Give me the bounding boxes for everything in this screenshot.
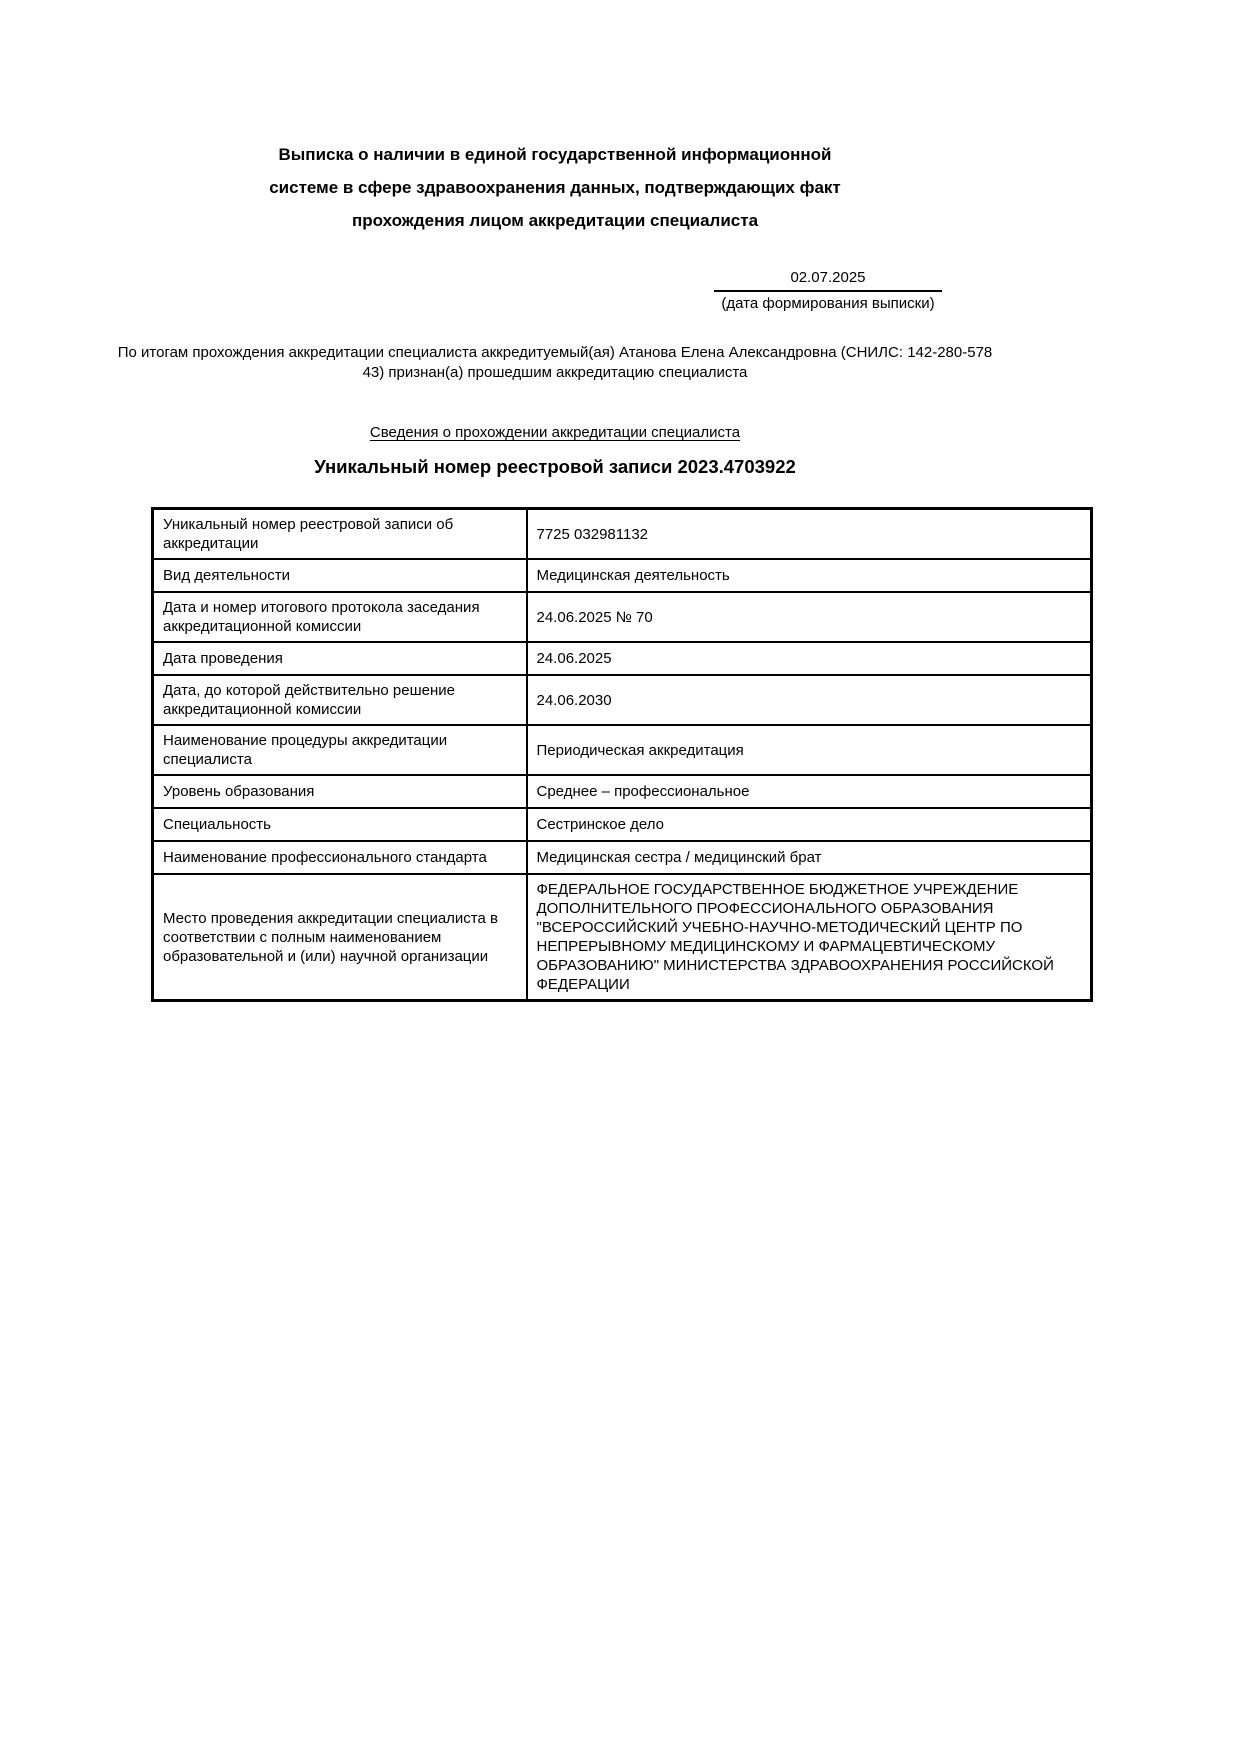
table-row [153, 775, 1092, 808]
table-row [153, 509, 1092, 560]
intro-line: 43) признан(а) прошедшим аккредитацию специалиста [362, 363, 748, 381]
table-row [153, 841, 1092, 874]
row-label: Вид деятельности [153, 559, 527, 592]
row-value: ФЕДЕРАЛЬНОЕ ГОСУДАРСТВЕННОЕ БЮДЖЕТНОЕ УЧРЕЖДЕНИЕ ДОПОЛНИТЕЛЬНОГО ПРОФЕССИОНАЛЬНОГО ОБРАЗОВАНИЯ "ВСЕРОССИЙСКИЙ УЧЕБНО-НАУЧНО-МЕТОДИЧЕСКИЙ ЦЕНТР ПО НЕПРЕРЫВНОМУ МЕДИЦИНСКОМУ И ФАРМАЦЕВТИЧЕСКОМУ ОБРАЗОВАНИЮ" МИНИСТЕРСТВА ЗДРАВООХРАНЕНИЯ РОССИЙСКОЙ ФЕДЕРАЦИИ [527, 874, 1092, 1001]
row-label: Специальность [153, 808, 527, 841]
table-row [153, 559, 1092, 592]
accreditation-table-body [153, 509, 1092, 1001]
formation-date-block [714, 268, 942, 313]
document-title-line: системе в сфере здравоохранения данных, подтверждающих факт [269, 178, 841, 197]
document-title [90, 138, 1020, 237]
row-value: Медицинская сестра / медицинский брат [527, 841, 1092, 874]
row-label: Наименование профессионального стандарта [153, 841, 527, 874]
table-row [153, 725, 1092, 775]
table-row [153, 808, 1092, 841]
table-row [153, 675, 1092, 725]
row-label: Уровень образования [153, 775, 527, 808]
document-title-line: Выписка о наличии в единой государственной информационной [278, 145, 832, 164]
intro-paragraph [90, 343, 1020, 382]
table-row [153, 592, 1092, 642]
row-label: Уникальный номер реестровой записи об аккредитации [153, 509, 527, 560]
formation-date-value: 02.07.2025 [714, 268, 942, 292]
row-label: Место проведения аккредитации специалиста в соответствии с полным наименованием образовательной и (или) научной организации [153, 874, 527, 1001]
row-value: Периодическая аккредитация [527, 725, 1092, 775]
row-value: 7725 032981132 [527, 509, 1092, 560]
section-heading: Сведения о прохождении аккредитации специалиста [369, 424, 741, 441]
row-label: Наименование процедуры аккредитации специалиста [153, 725, 527, 775]
row-label: Дата проведения [153, 642, 527, 675]
intro-line: По итогам прохождения аккредитации специалиста аккредитуемый(ая) Атанова Елена Александровна (СНИЛС: 142-280-578 [117, 344, 993, 361]
row-value: Медицинская деятельность [527, 559, 1092, 592]
row-value: Среднее – профессиональное [527, 775, 1092, 808]
document-title-line: прохождения лицом аккредитации специалиста [351, 211, 759, 230]
formation-date-caption: (дата формирования выписки) [721, 295, 935, 312]
row-value: 24.06.2025 № 70 [527, 592, 1092, 642]
accreditation-table [151, 507, 1093, 1002]
row-value: Сестринское дело [527, 808, 1092, 841]
row-value: 24.06.2030 [527, 675, 1092, 725]
table-row [153, 874, 1092, 1001]
row-label: Дата, до которой действительно решение аккредитационной комиссии [153, 675, 527, 725]
table-row [153, 642, 1092, 675]
row-label: Дата и номер итогового протокола заседания аккредитационной комиссии [153, 592, 527, 642]
row-value: 24.06.2025 [527, 642, 1092, 675]
registry-number-heading: Уникальный номер реестровой записи 2023.4703922 [314, 456, 796, 477]
